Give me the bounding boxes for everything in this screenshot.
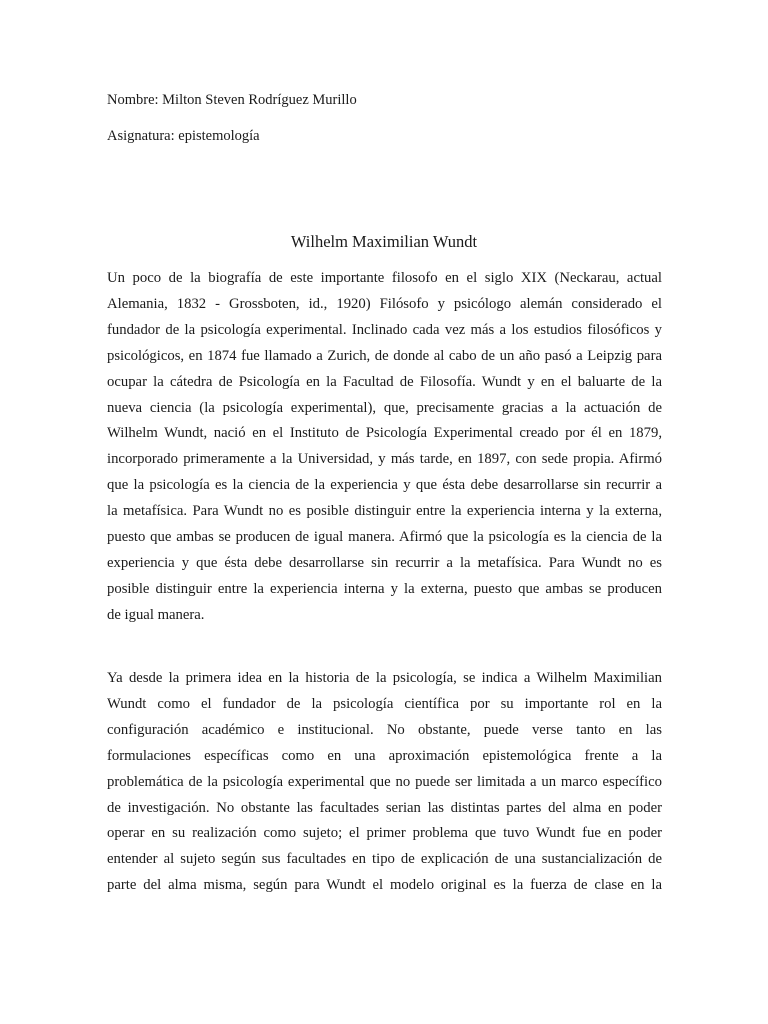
text-line: fundador de la psicología experimental. Inclinado cada vez más a los estudios filosóficos y <box>107 321 662 338</box>
text-line: Wundt como el fundador de la psicología científica por su importante rol en la <box>107 695 662 712</box>
text-line: Alemania, 1832 - Grossboten, id., 1920) Filósofo y psicólogo alemán considerado el <box>107 295 662 312</box>
text-line: posible distinguir entre la experiencia interna y la externa, puesto que ambas se producen <box>107 580 662 597</box>
paragraph-epistemology <box>107 666 662 899</box>
student-name: Nombre: Milton Steven Rodríguez Murillo <box>107 92 357 108</box>
text-line: de igual manera. <box>107 606 205 623</box>
text-line: la metafísica. Para Wundt no es posible distinguir entre la experiencia interna y la externa, <box>107 503 662 520</box>
text-line: problemática de la psicología experimental que no puede ser limitada a un marco específico <box>107 773 662 790</box>
text-line: Ya desde la primera idea en la historia de la psicología, se indica a Wilhelm Maximilian <box>107 670 662 686</box>
subject-line: Asignatura: epistemología <box>107 128 260 144</box>
text-line: de investigación. No obstante las facultades serian las distintas partes del alma en poder <box>107 799 662 816</box>
document-title: Wilhelm Maximilian Wundt <box>290 232 478 251</box>
text-line: operar en su realización como sujeto; el primer problema que tuvo Wundt fue en poder <box>107 825 662 842</box>
text-line: psicológicos, en 1874 fue llamado a Zurich, de donde al cabo de un año pasó a Leipzig para <box>107 347 662 364</box>
text-line: entender al sujeto según sus facultades en tipo de explicación de una sustancialización de <box>107 851 662 868</box>
text-line: parte del alma misma, según para Wundt el modelo original es la fuerza de clase en la <box>107 877 662 894</box>
text-line: formulaciones específicas como en una aproximación epistemológica frente a la <box>107 747 662 764</box>
text-line: nueva ciencia (la psicología experimental), que, precisamente gracias a la actuación de <box>107 399 662 416</box>
text-line: experiencia y que ésta debe desarrollarse sin recurrir a la metafísica. Para Wundt no es <box>107 554 662 571</box>
text-line: puesto que ambas se producen de igual manera. Afirmó que la psicología es la ciencia de la <box>107 529 662 546</box>
text-line: incorporado primeramente a la Universidad, y más tarde, en 1897, con sede propia. Afirmó <box>107 451 662 468</box>
text-line: que la psicología es la ciencia de la experiencia y que ésta debe desarrollarse sin recurrir a <box>107 477 662 494</box>
text-line: Un poco de la biografía de este importante filosofo en el siglo XIX (Neckarau, actual <box>107 270 662 286</box>
paragraph-biography <box>107 266 662 629</box>
text-line: ocupar la cátedra de Psicología en la Facultad de Filosofía. Wundt y en el baluarte de la <box>107 373 662 390</box>
text-line: configuración académico e institucional. No obstante, puede verse tanto en las <box>107 721 662 738</box>
text-line: Wilhelm Wundt, nació en el Instituto de Psicología Experimental creado por él en 1879, <box>107 425 662 442</box>
